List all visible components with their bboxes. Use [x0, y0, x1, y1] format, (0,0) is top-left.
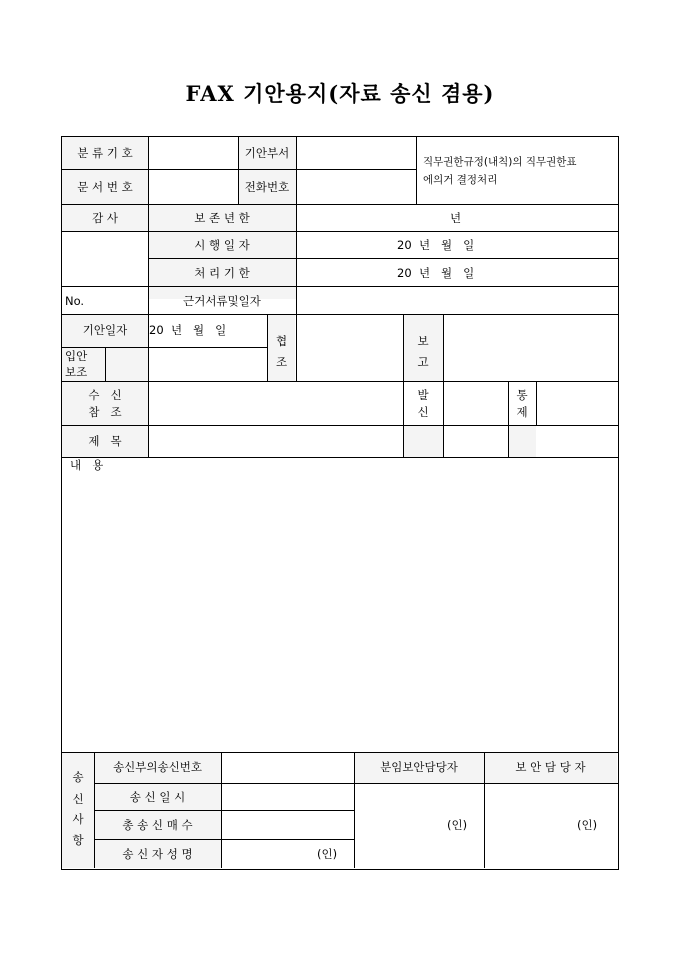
draft-date-value: 20 년 월 일: [149, 323, 227, 337]
security-officer-b-label: 보 안 담 당 자: [515, 760, 586, 774]
sender-name-label: 송 신 자 성 명: [122, 847, 193, 861]
form-title: FAX 기안용지(자료 송신 겸용): [185, 81, 495, 106]
security-officer-b-seal: (인): [577, 818, 598, 832]
authority-note-line1: 직무권한규정(내칙)의 직무권한표: [423, 156, 577, 168]
enforcement-date-label: 시 행 일 자: [194, 238, 250, 252]
send-label-line1: 발: [417, 388, 429, 402]
recipient-label-line1: 수 신: [88, 388, 122, 402]
content-label: 내 용: [70, 458, 104, 472]
control-label-line2: 제: [516, 405, 528, 419]
sender-seal: (인): [317, 847, 338, 861]
report-label-line2: 고: [417, 355, 429, 369]
fax-draft-form: [61, 136, 618, 869]
reference-no-label: No.: [65, 294, 85, 308]
subject-label: 제 목: [88, 434, 122, 448]
security-officer-a-seal: (인): [447, 818, 468, 832]
transmission-label-2: 신: [72, 792, 84, 806]
retention-unit: 년: [450, 211, 462, 225]
sender-fax-label: 송신부의송신번호: [113, 760, 202, 774]
content-area[interactable]: [62, 474, 617, 751]
document-number-label: 문 서 번 호: [77, 180, 133, 194]
transmission-label-4: 항: [72, 833, 84, 847]
transmission-label-3: 사: [72, 812, 84, 826]
deadline-label: 처 리 기 한: [194, 266, 250, 280]
assistant-label-line2: 보조: [65, 365, 88, 379]
deadline-value: 20 년 월 일: [397, 266, 475, 280]
report-label-line1: 보: [417, 334, 429, 348]
phone-number-label: 전화번호: [244, 180, 290, 194]
retention-label: 보 존 년 한: [194, 211, 250, 225]
transmission-label-1: 송: [72, 770, 84, 784]
total-pages-label: 총 송 신 매 수: [122, 818, 193, 832]
control-label-line1: 통: [516, 388, 528, 402]
cooperation-label-line1: 협: [275, 334, 288, 348]
send-datetime-label: 송 신 일 시: [129, 790, 186, 804]
drafting-dept-label: 기안부서: [244, 146, 290, 160]
recipient-label-line2: 참 조: [88, 405, 122, 419]
assistant-label-line1: 입안: [65, 349, 88, 363]
send-label-line2: 신: [417, 405, 429, 419]
authority-note-line2: 에의거 결정처리: [423, 174, 498, 186]
classification-code-label: 분 류 기 호: [77, 146, 133, 160]
cooperation-label-line2: 조: [275, 355, 288, 369]
draft-date-label: 기안일자: [82, 323, 128, 337]
audit-label: 감 사: [92, 211, 118, 225]
enforcement-date-value: 20 년 월 일: [397, 238, 475, 252]
basis-docs-label: 근거서류및일자: [183, 294, 261, 308]
security-officer-a-label: 분임보안담당자: [380, 760, 458, 774]
